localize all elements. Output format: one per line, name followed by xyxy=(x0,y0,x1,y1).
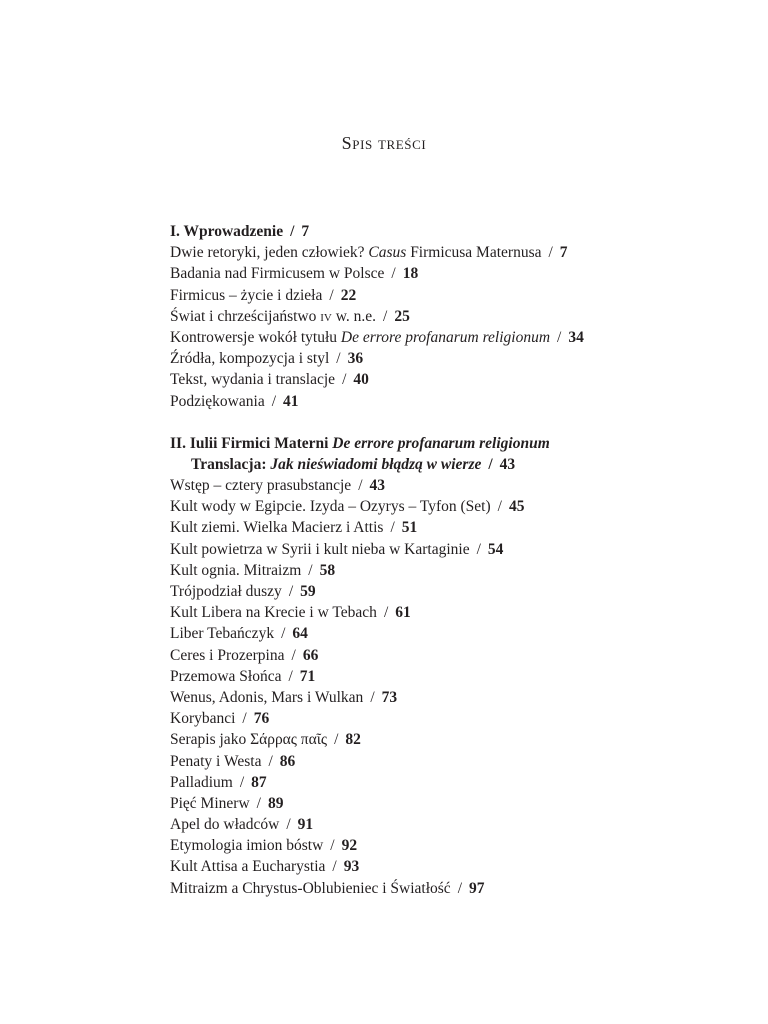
page-number: 89 xyxy=(267,794,284,812)
page-separator: / xyxy=(488,455,493,473)
entry-text: Ceres i Prozerpina xyxy=(170,646,285,664)
toc-entry[interactable] xyxy=(170,623,760,644)
page-separator: / xyxy=(242,710,247,728)
section-heading[interactable] xyxy=(170,433,760,454)
page-separator: / xyxy=(268,752,273,770)
page-number: 86 xyxy=(279,752,296,770)
entry-text: Serapis jako Σάρρας παῖς xyxy=(170,731,328,749)
entry-text: Casus xyxy=(368,244,407,262)
toc-entry[interactable] xyxy=(170,729,760,750)
page-number: 82 xyxy=(345,731,361,749)
toc-entry[interactable] xyxy=(170,666,760,687)
entry-text: Kontrowersje wokół tytułu xyxy=(170,328,341,346)
toc-entry[interactable] xyxy=(170,496,760,517)
page-number: 71 xyxy=(299,667,316,685)
page-separator: / xyxy=(281,625,286,643)
toc-entry[interactable] xyxy=(170,475,760,496)
entry-text: Kult ognia. Mitraizm xyxy=(170,561,302,579)
page-separator: / xyxy=(457,879,462,897)
page-separator: / xyxy=(358,477,363,495)
page-number: 43 xyxy=(369,477,385,495)
page-separator: / xyxy=(548,244,553,262)
toc-entry[interactable] xyxy=(170,539,760,560)
page-separator: / xyxy=(239,773,245,791)
page-number: 18 xyxy=(402,265,419,283)
page-separator: / xyxy=(383,604,389,622)
table-of-contents xyxy=(170,221,760,899)
page-separator: / xyxy=(476,540,481,558)
page-separator: / xyxy=(286,816,291,834)
entry-text: Translacja: xyxy=(191,455,271,473)
toc-entry[interactable] xyxy=(170,369,760,390)
page-number: 61 xyxy=(395,604,411,622)
page-number: 45 xyxy=(508,498,525,516)
entry-text: Wenus, Adonis, Mars i Wulkan xyxy=(170,688,364,706)
page-number: 92 xyxy=(341,837,358,855)
page-number: 7 xyxy=(301,223,310,240)
entry-text: De errore profanarum religionum xyxy=(332,434,550,452)
entry-text: Apel do władców xyxy=(170,816,280,834)
page-number: 93 xyxy=(343,858,360,876)
toc-entry[interactable] xyxy=(170,751,760,772)
page-separator: / xyxy=(288,667,293,685)
entry-text: Badania nad Firmicusem w Polsce xyxy=(170,265,385,283)
page-number: 91 xyxy=(297,816,314,834)
page-separator: / xyxy=(370,688,375,706)
entry-text: Dwie retoryki, jeden człowiek? xyxy=(170,244,369,262)
entry-text: iv xyxy=(320,307,332,325)
entry-text: Kult ziemi. Wielka Macierz i Attis xyxy=(170,519,384,537)
page-number: 22 xyxy=(340,286,357,304)
entry-text: Korybanci xyxy=(170,710,236,728)
entry-text: II. Iulii Firmici Materni xyxy=(170,434,333,452)
page-number: 54 xyxy=(487,540,504,558)
page-number: 97 xyxy=(469,879,485,897)
entry-text: Podziękowania xyxy=(170,392,265,410)
entry-text: Przemowa Słońca xyxy=(170,667,282,685)
page-separator: / xyxy=(329,286,334,304)
page-separator: / xyxy=(330,837,335,855)
page-separator: / xyxy=(557,328,562,346)
page-separator: / xyxy=(336,350,341,368)
entry-text: Źródła, kompozycja i styl xyxy=(170,350,330,368)
toc-entry[interactable] xyxy=(170,327,760,348)
section-subheading[interactable] xyxy=(170,454,760,475)
page-number: 51 xyxy=(401,519,418,537)
page-separator: / xyxy=(308,561,313,579)
page-number: 43 xyxy=(499,455,516,473)
page-number: 66 xyxy=(302,646,319,664)
page-number: 59 xyxy=(300,583,316,600)
page-separator: / xyxy=(334,731,339,749)
section-heading[interactable] xyxy=(170,221,760,242)
page-separator: / xyxy=(342,371,347,389)
toc-entry[interactable] xyxy=(170,687,760,708)
entry-text: Pięć Minerw xyxy=(170,794,250,812)
entry-text: Świat i chrześcijaństwo xyxy=(170,307,321,325)
page-separator: / xyxy=(391,265,396,283)
entry-text: w. n.e. xyxy=(331,307,377,325)
entry-text: Tekst, wydania i translacje xyxy=(170,371,336,389)
page-number: 25 xyxy=(394,307,410,325)
toc-entry[interactable] xyxy=(170,263,760,284)
entry-text: Kult Attisa a Eucharystia xyxy=(170,858,326,876)
page-number: 76 xyxy=(253,710,270,728)
entry-text: Firmicusa Maternusa xyxy=(406,244,542,262)
entry-text: Kult Libera na Krecie i w Tebach xyxy=(170,604,377,622)
toc-entry[interactable] xyxy=(170,517,760,538)
toc-entry[interactable] xyxy=(170,348,760,369)
toc-entry[interactable] xyxy=(170,708,760,729)
toc-entry[interactable] xyxy=(170,560,760,581)
toc-entry[interactable] xyxy=(170,645,760,666)
toc-entry[interactable] xyxy=(170,814,760,835)
entry-text: Penaty i Westa xyxy=(170,752,262,770)
entry-text: Wstęp – cztery prasubstancje xyxy=(170,477,352,495)
entry-text: Liber Tebańczyk xyxy=(170,625,275,643)
toc-entry[interactable] xyxy=(170,602,760,623)
entry-text: Firmicus – życie i dzieła xyxy=(170,286,323,304)
page-separator: / xyxy=(383,307,388,325)
page-number: 7 xyxy=(559,244,568,262)
page-separator: / xyxy=(288,583,294,600)
toc-entry[interactable] xyxy=(170,306,760,327)
entry-text: Mitraizm a Chrystus-Oblubieniec i Światłość xyxy=(170,879,451,897)
page-number: 40 xyxy=(353,371,369,389)
toc-entry[interactable] xyxy=(170,242,760,263)
toc-entry[interactable] xyxy=(170,772,760,793)
section-gap xyxy=(170,412,760,433)
page-separator: / xyxy=(256,794,261,812)
page-number: 41 xyxy=(283,392,299,410)
page-separator: / xyxy=(390,519,395,537)
page-separator: / xyxy=(291,646,296,664)
page-separator: / xyxy=(332,858,337,876)
page-number: 36 xyxy=(347,350,364,368)
entry-text: Etymologia imion bóstw xyxy=(170,837,324,855)
entry-text: De errore profanarum religionum xyxy=(340,328,551,346)
toc-entry[interactable] xyxy=(170,835,760,856)
toc-entry[interactable] xyxy=(170,581,760,602)
toc-entry[interactable] xyxy=(170,878,760,899)
toc-entry[interactable] xyxy=(170,793,760,814)
entry-text: Palladium xyxy=(170,773,233,791)
page-number: 64 xyxy=(292,625,308,643)
page-separator: / xyxy=(497,498,502,516)
entry-text: I. Wprowadzenie xyxy=(170,223,284,240)
page-number: 58 xyxy=(319,561,336,579)
toc-entry[interactable] xyxy=(170,391,760,412)
entry-text: Jak nieświadomi błądzą w wierze xyxy=(270,455,482,473)
page-number: 34 xyxy=(568,328,584,346)
entry-text: Kult wody w Egipcie. Izyda – Ozyrys – Tyfon (Set) xyxy=(170,498,491,516)
toc-entry[interactable] xyxy=(170,285,760,306)
page-number: 87 xyxy=(251,773,267,791)
page-separator: / xyxy=(271,392,277,410)
entry-text: Trójpodział duszy xyxy=(170,583,282,600)
page-number: 73 xyxy=(381,688,398,706)
page-separator: / xyxy=(290,223,295,240)
toc-entry[interactable] xyxy=(170,856,760,877)
entry-text: Kult powietrza w Syrii i kult nieba w Kartaginie xyxy=(170,540,470,558)
page-title: Spis treści xyxy=(341,133,427,153)
